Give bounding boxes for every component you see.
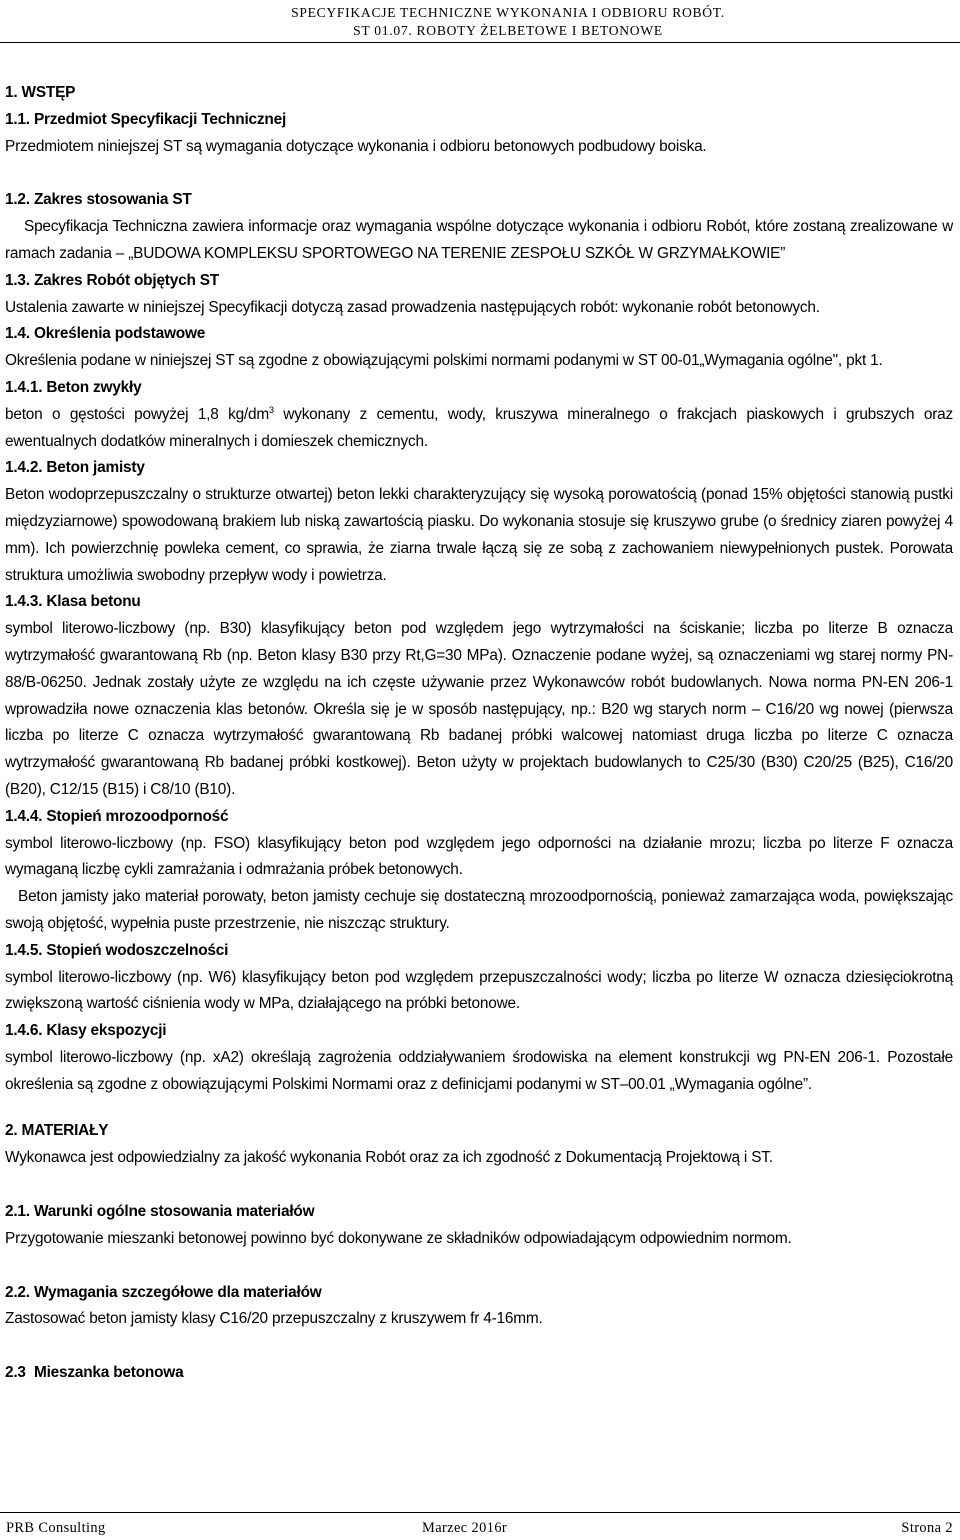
spacer xyxy=(5,1098,953,1118)
paragraph-1-4-1 xyxy=(5,402,953,456)
paragraph-1-4-4: symbol literowo-liczbowy (np. FSO) klasyfikujący beton pod względem jego odporności na działanie mrozu; liczba po literze F oznacza wymaganą liczbę cykli zamrażania i odmrażania próbek betonowych. xyxy=(5,834,953,879)
heading-1-4-1: 1.4.1. Beton zwykły xyxy=(5,378,142,396)
paragraph-1-4-1-part-a: beton o gęstości powyżej 1,8 kg/dm xyxy=(5,405,269,423)
paragraph-2: Wykonawca jest odpowiedzialny za jakość wykonania Robót oraz za ich zgodność z Dokumentacją Projektową i ST. xyxy=(5,1149,773,1167)
paragraph-1-4: Określenia podane w niniejszej ST są zgodne z obowiązującymi polskimi normami podanymi w ST 00-01„Wymagania ogólne", pkt 1. xyxy=(5,352,883,370)
heading-2-2: 2.2. Wymagania szczegółowe dla materiałów xyxy=(5,1283,322,1301)
page-header xyxy=(0,2,960,42)
spacer xyxy=(5,1172,953,1199)
heading-2-1: 2.1. Warunki ogólne stosowania materiałów xyxy=(5,1203,315,1221)
header-subtitle: ST 01.07. ROBOTY ŻELBETOWE I BETONOWE xyxy=(353,23,663,38)
heading-1-4-3: 1.4.3. Klasa betonu xyxy=(5,593,141,611)
heading-1-4-5: 1.4.5. Stopień wodoszczelności xyxy=(5,941,229,959)
heading-1: 1. WSTĘP xyxy=(5,84,76,101)
paragraph-1-4-2: Beton wodoprzepuszczalny o strukturze otwartej) beton lekki charakteryzujący się wysoką porowatością (ponad 15% objętości stanowią pustki międzyziarnowe) spowodowaną brakiem lub niską zawartością piasku. Do wykonania stosuje się kruszywo grube (o średnicy ziaren powyżej 4 mm). Ich powierzchnię powleka cement, co sprawia, że ziarna trwale łączą się ze sobą z zachowaniem niewypełnionych pustek. Porowata struktura umożliwia swobodny przepływ wody i powietrza. xyxy=(5,486,953,584)
paragraph-2-2: Zastosować beton jamisty klasy C16/20 przepuszczalny z kruszywem fr 4-16mm. xyxy=(5,1310,543,1328)
heading-2: 2. MATERIAŁY xyxy=(5,1122,109,1140)
paragraph-1-4-1-part-b: wykonany z cementu, wody, kruszywa mineralnego o frakcjach piaskowych i grubszych oraz ewentualnych dodatków mineralnych i domieszek chemicznych. xyxy=(5,405,953,450)
spacer xyxy=(5,1253,953,1280)
header-title: SPECYFIKACJE TECHNICZNE WYKONANIA I ODBIORU ROBÓT. xyxy=(291,5,725,20)
heading-1-2: 1.2. Zakres stosowania ST xyxy=(5,191,192,209)
paragraph-2-1: Przygotowanie mieszanki betonowej powinno być dokonywane ze składników odpowiadającym odpowiednim normom. xyxy=(5,1229,792,1247)
footer-date: Marzec 2016r xyxy=(422,1520,508,1536)
paragraph-1-2: Specyfikacja Techniczna zawiera informacje oraz wymagania wspólne dotyczące wykonania i odbioru Robót, które zostaną zrealizowane w ramach zadania – „BUDOWA KOMPLEKSU SPORTOWEGO NA TERENIE ZESPOŁU SZKÓŁ W GRZYMAŁKOWIE” xyxy=(5,218,953,262)
paragraph-1-3: Ustalenia zawarte w niniejszej Specyfikacji dotyczą zasad prowadzenia następujących robót: wykonanie robót betonowych. xyxy=(5,298,820,316)
paragraph-1-4-6: symbol literowo-liczbowy (np. xA2) określają zagrożenia oddziaływaniem środowiska na element konstrukcji wg PN-EN 206-1. Pozostałe określenia są zgodne z obowiązującymi Polskimi Normami oraz z definicjami podanymi w ST–00.01 „Wymagania ogólne”. xyxy=(5,1048,953,1093)
superscript: 3 xyxy=(269,404,274,415)
paragraph-1-4-5: symbol literowo-liczbowy (np. W6) klasyfikujący beton pod względem przepuszczalności wody; liczba po literze W oznacza dziesięciokrotną zwiększoną wartość ciśnienia wody w MPa, działającego na próbki betonowe. xyxy=(5,968,953,1013)
paragraph-1-1: Przedmiotem niniejszej ST są wymagania dotyczące wykonania i odbioru betonowych podbudowy boiska. xyxy=(5,137,707,155)
footer-company: PRB Consulting xyxy=(6,1520,106,1536)
heading-2-3: 2.3 Mieszanka betonowa xyxy=(5,1364,184,1382)
heading-1-1: 1.1. Przedmiot Specyfikacji Technicznej xyxy=(5,110,287,128)
heading-1-4-6: 1.4.6. Klasy ekspozycji xyxy=(5,1022,167,1040)
heading-1-4-4: 1.4.4. Stopień mrozoodporność xyxy=(5,807,229,825)
paragraph-1-4-4-b: Beton jamisty jako materiał porowaty, beton jamisty cechuje się dostateczną mrozoodpornością, ponieważ zamarzająca woda, powiększając swoją objętość, wypełnia puste przestrzenie, nie niszcząc struktury. xyxy=(5,888,953,932)
heading-1-3: 1.3. Zakres Robót objętych ST xyxy=(5,271,219,289)
page-footer xyxy=(0,1519,960,1539)
footer-page-number: Strona 2 xyxy=(901,1520,953,1536)
header-divider xyxy=(0,42,960,43)
footer-divider xyxy=(0,1512,960,1513)
document-body xyxy=(5,80,953,1387)
heading-1-4: 1.4. Określenia podstawowe xyxy=(5,325,206,343)
spacer xyxy=(5,1333,953,1360)
paragraph-1-4-3: symbol literowo-liczbowy (np. B30) klasyfikujący beton pod względem jego wytrzymałości na ściskanie; liczba po literze B oznacza wytrzymałość gwarantowaną Rb (np. Beton klasy B30 przy Rt,G=30 MPa). Oznaczenie podane wyżej, są oznaczeniami wg starej normy PN-88/B-06250. Jednak zostały użyte ze względu na ich częste używanie przez Wykonawców robót budowlanych. Nowa norma PN-EN 206-1 wprowadziła nowe oznaczenia klas betonów. Określa się je w sposób następujący, np.: B20 wg starych norm – C16/20 wg nowej (pierwsza liczba po literze C oznacza wytrzymałość gwarantowaną Rb badanej próbki walcowej natomiast druga liczba po literze C oznacza wytrzymałość gwarantowaną Rb badanej próbki kostkowej). Beton użyty w projektach budowlanych to C25/30 (B30) C20/25 (B25), C16/20 (B20), C12/15 (B15) i C8/10 (B10). xyxy=(5,620,953,798)
heading-1-4-2: 1.4.2. Beton jamisty xyxy=(5,459,145,477)
spacer xyxy=(5,160,953,187)
